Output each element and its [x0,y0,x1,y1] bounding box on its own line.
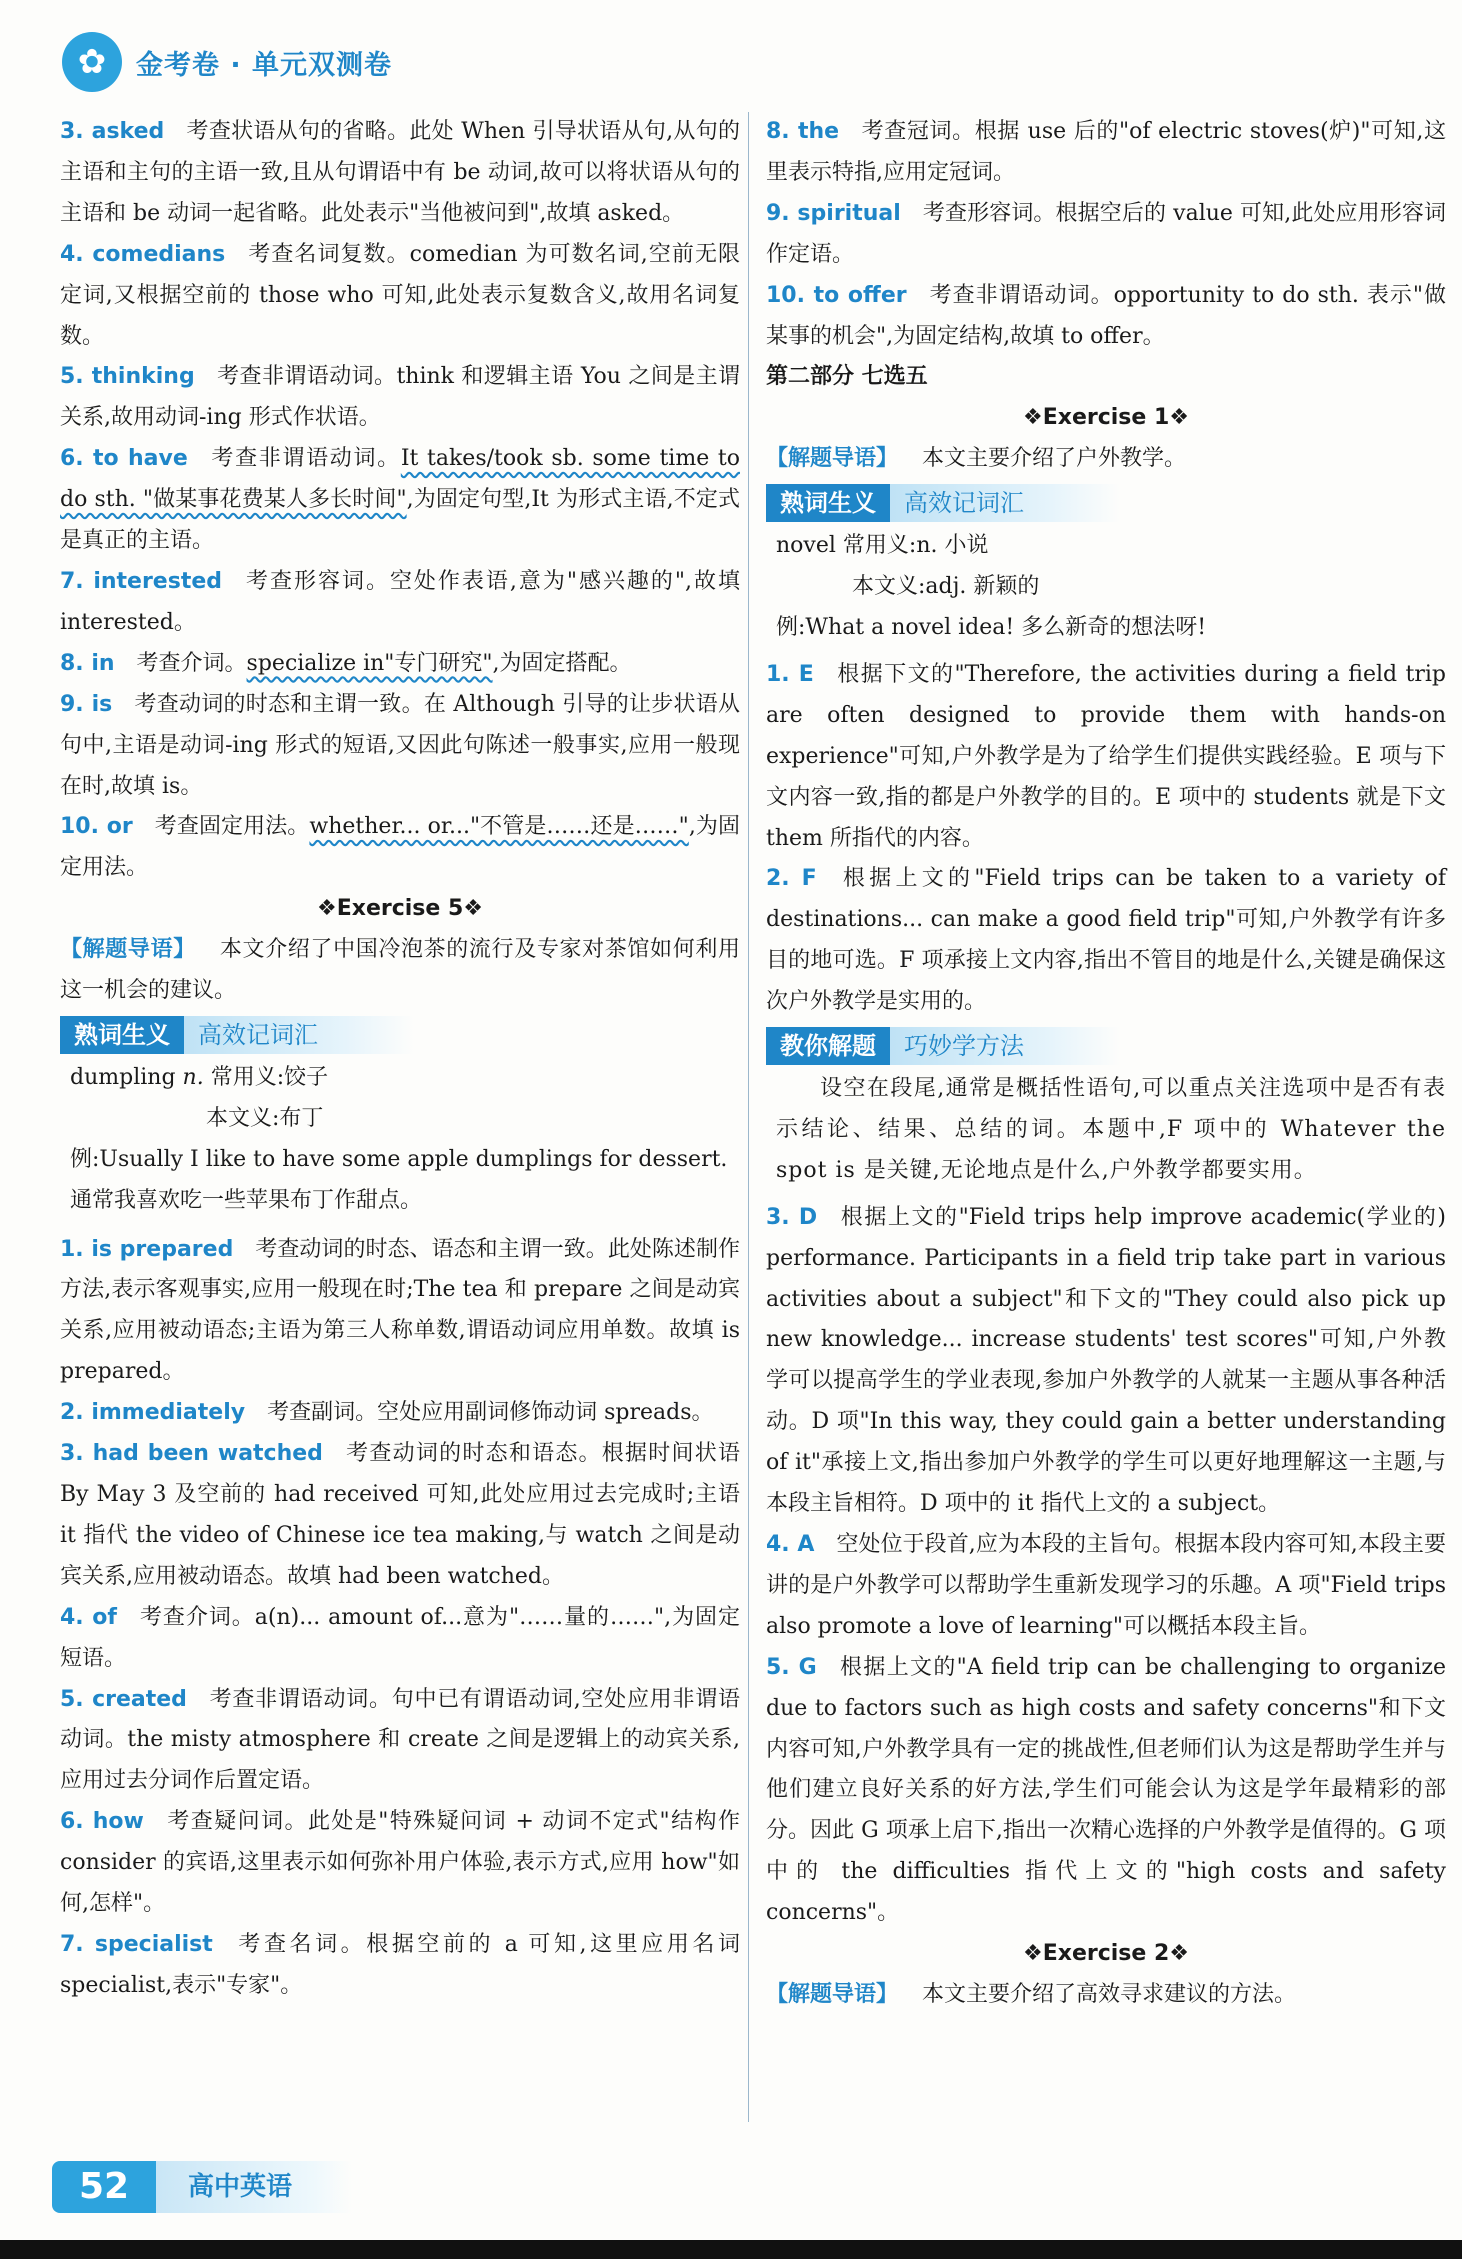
answer-key: 2. immediately [60,1400,246,1426]
answer-explanation: 根据上文的"A field trip can be challenging to organize due to factors such as high costs and safety concerns"和下文内容可知,户外教学具有一定的挑战性,但老师们认为这是帮助学生并与他们建立良好关系的好方法,学生们可能会认为这是学年最精彩的部分。因此 G 项承上启下,指出一次精心选择的户外教学是值得的。G 项中的 the difficulties 指代上文的"high costs and safety concerns"。 [766,1654,1446,1926]
vocab-entry [60,1058,740,1099]
column-divider [748,112,749,2122]
guide-text: 本文主要介绍了高效寻求建议的方法。 [922,1981,1297,2007]
answer-explanation: 考查动词的时态和语态。根据时间状语 By May 3 及空前的 had received 可知,此处应用过去完成时;主语 it 指代 the video of Chinese ice tea making,与 watch 之间是动宾关系,应用被动语态。故填 had been watched。 [60,1441,740,1589]
answer-item [60,357,740,439]
right-column [766,112,1446,2016]
answer-key: 3. D [766,1204,818,1230]
answer-explanation: 考查形容词。根据空后的 value 可知,此处应用形容词作定语。 [766,200,1446,267]
answer-explanation-cont: ,为固定用法。 [60,814,740,881]
answer-key: 8. in [60,650,115,676]
answer-explanation: 考查冠词。根据 use 后的"of electric stoves(炉)"可知,这里表示特指,应用定冠词。 [766,119,1446,185]
answer-explanation: 考查介词。a(n)... amount of...意为"……量的……",为固定短语。 [60,1604,740,1671]
guide-tag: 【解题导语】 [766,1981,899,2007]
vocab-pos: n. [182,1064,204,1090]
vocab-example: 例:What a novel idea! 多么新奇的想法呀! [776,614,1207,640]
method-banner [766,1027,1446,1065]
answer-explanation: 考查名词复数。comedian 为可数名词,空前无限定词,又根据空前的 those who 可知,此处表示复数含义,故用名词复数。 [60,241,740,349]
answer-explanation: 考查状语从句的省略。此处 When 引导状语从句,从句的主语和主句的主语一致,且从句谓语中有 be 动词,故可以将状语从句的主语和 be 动词一起省略。此处表示"当他被问到",故填 asked。 [60,119,740,226]
answer-key: 1. is prepared [60,1236,234,1262]
answer-explanation: 考查动词的时态和主谓一致。在 Although 引导的让步状语从句中,主语是动词-ing 形式的短语,又因此句陈述一般事实,应用一般现在时,故填 is。 [60,691,740,799]
answer-item [60,807,740,889]
fixed-pattern-underline: It takes/took sb. some time to do sth. "做某事花费某人多长时间" [60,446,740,513]
answer-explanation: 考查非谓语动词。 [209,446,401,472]
vocab-banner [766,484,1446,522]
bottom-bar [0,2240,1462,2259]
answer-key: 9. is [60,691,113,717]
exercise-title: ❖Exercise 2❖ [1023,1941,1189,1967]
answer-key: 4. comedians [60,241,226,267]
reading-guide [60,930,740,1012]
answer-item [766,112,1446,194]
banner-sublabel: 高效记词汇 [184,1016,414,1054]
answer-explanation: 考查固定用法。 [154,814,310,840]
answer-key: 8. the [766,119,840,144]
exercise-title: ❖Exercise 1❖ [1023,405,1189,431]
answer-explanation: 考查名词。根据空前的 a 可知,这里应用名词 specialist,表示"专家"。 [60,1931,740,1998]
banner-label: 熟词生义 [60,1016,184,1054]
answer-item [60,562,740,644]
banner-label: 教你解题 [766,1027,890,1065]
reading-guide [766,439,1446,480]
section-title: 第二部分 七选五 [766,364,928,390]
answer-item [766,1198,1446,1525]
answer-item [60,1598,740,1680]
answer-explanation: 考查形容词。空处作表语,意为"感兴趣的",故填 interested。 [60,568,741,635]
answer-item [60,1393,740,1434]
answer-item [60,644,740,685]
answer-item [766,655,1446,860]
exercise-title: ❖Exercise 5❖ [317,896,483,922]
answer-item [60,1434,740,1598]
answer-explanation: 根据上文的"Field trips can be taken to a variety of destinations... can make a good field trip"可知,户外教学有许多目的地可选。F 项承接上文内容,指出不管目的地是什么,关键是确保这次户外教学是实用的。 [766,866,1446,1015]
guide-text: 本文介绍了中国冷泡茶的流行及专家对茶馆如何利用这一机会的建议。 [60,937,740,1004]
answer-key: 7. interested [60,568,223,594]
guide-text: 本文主要介绍了户外教学。 [922,446,1187,472]
vocab-common-meaning: 常用义:n. 小说 [842,533,989,559]
vocab-word: dumpling [70,1064,176,1090]
banner-sublabel: 高效记词汇 [890,484,1120,522]
vocab-example: 例:Usually I like to have some apple dumplings for dessert. [70,1146,728,1172]
answer-explanation-cont: ,为固定句型,It 为形式主语,不定式是真正的主语。 [60,487,740,554]
vocab-this-meaning: 本文义:布丁 [206,1105,324,1131]
fixed-pattern-underline: whether... or..."不管是……还是……" [309,814,689,840]
banner-label: 熟词生义 [766,484,890,522]
answer-key: 10. to offer [766,282,907,308]
answer-item [60,112,740,235]
guide-tag: 【解题导语】 [766,446,899,472]
answer-key: 5. created [60,1686,187,1712]
vocab-example-translation: 通常我喜欢吃一些苹果布丁作甜点。 [70,1187,423,1213]
brand-title: 金考卷 · 单元双测卷 [136,49,393,81]
vocab-this-meaning: 本文义:adj. 新颖的 [852,574,1040,600]
page-footer [52,2158,352,2216]
answer-explanation: 根据上文的"Field trips help improve academic(学业的) performance. Participants in a field trip take part in various activities about a subject"和下文的"They could also pick up new knowledge... increase students' test scores"可知,户外教学可以提高学生的学业表现,参加户外教学的人就某一主题从事各种活动。D 项"In this way, they could gain a better understanding of it"承接上文,指出参加户外教学的学生可以更好地理解这一主题,与本段主旨相符。D 项中的 it 指代上文的 a subject。 [766,1204,1447,1517]
guide-tag: 【解题导语】 [60,937,196,963]
vocab-word: novel [776,533,836,559]
answer-item [60,1680,740,1803]
answer-explanation: 考查非谓语动词。think 和逻辑主语 You 之间是主谓关系,故用动词-ing 形式作状语。 [60,364,740,431]
solving-tip: 设空在段尾,通常是概括性语句,可以重点关注选项中是否有表示结论、结果、总结的词。本题中,F 项中的 Whatever the spot is 是关键,无论地点是什么,户外教学都要实用。 [776,1076,1446,1183]
answer-key: 10. or [60,814,133,840]
answer-key: 5. thinking [60,364,195,390]
answer-explanation: 考查副词。空处应用副词修饰动词 spreads。 [267,1400,714,1426]
page-number: 52 [52,2161,156,2213]
answer-item [766,1648,1446,1934]
answer-key: 1. E [766,661,814,687]
answer-item [60,235,740,358]
answer-item [766,194,1446,276]
left-column [60,112,740,2007]
answer-key: 9. spiritual [766,200,901,226]
vocab-banner [60,1016,740,1054]
answer-explanation: 考查动词的时态、语态和主谓一致。此处陈述制作方法,表示客观事实,应用一般现在时;The tea 和 prepare 之间是动宾关系,应用被动语态;主语为第三人称单数,谓语动词应用单数。故填 is prepared。 [60,1236,740,1385]
answer-explanation: 考查非谓语动词。opportunity to do sth. 表示"做某事的机会",为固定结构,故填 to offer。 [766,282,1446,349]
answer-key: 3. asked [60,119,165,144]
answer-item [60,439,740,562]
answer-item [766,1525,1446,1648]
banner-sublabel: 巧妙学方法 [890,1027,1120,1065]
fixed-pattern-underline: specialize in"专门研究" [246,650,493,676]
answer-explanation-cont: ,为固定搭配。 [492,650,632,676]
vocab-entry [766,526,1446,567]
answer-item [766,276,1446,358]
answer-item [60,685,740,808]
answer-explanation: 考查疑问词。此处是"特殊疑问词 + 动词不定式"结构作 consider 的宾语,这里表示如何弥补用户体验,表示方式,应用 how"如何,怎样"。 [60,1809,740,1917]
answer-key: 2. F [766,866,817,892]
answer-explanation: 空处位于段首,应为本段的主旨句。根据本段内容可知,本段主要讲的是户外教学可以帮助学生重新发现学习的乐趣。A 项"Field trips also promote a love of learning"可以概括本段主旨。 [766,1532,1446,1639]
answer-explanation: 考查非谓语动词。句中已有谓语动词,空处应用非谓语动词。the misty atmosphere 和 create 之间是逻辑上的动宾关系,应用过去分词作后置定语。 [60,1686,740,1794]
answer-key: 6. how [60,1809,144,1835]
reading-guide [766,1975,1446,2016]
answer-explanation: 考查介词。 [136,650,247,676]
subject-label: 高中英语 [156,2161,352,2213]
vocab-common-meaning: 常用义:饺子 [210,1064,329,1090]
star-logo-icon: ✿ [62,32,122,92]
answer-item [60,1230,740,1394]
answer-explanation: 根据下文的"Therefore, the activities during a field trip are often designed to provide them with hands-on experience"可知,户外教学是为了给学生们提供实践经验。E 项与下文内容一致,指的都是户外教学的目的。E 项中的 students 就是下文 them 所指代的内容。 [766,661,1446,851]
answer-item [60,1802,740,1925]
answer-key: 4. A [766,1532,815,1557]
answer-key: 6. to have [60,446,188,472]
answer-key: 5. G [766,1654,817,1680]
answer-key: 4. of [60,1604,117,1630]
answer-key: 7. specialist [60,1931,213,1957]
answer-item [766,859,1446,1023]
answer-item [60,1925,740,2007]
page-header [62,30,562,94]
answer-key: 3. had been watched [60,1441,323,1467]
